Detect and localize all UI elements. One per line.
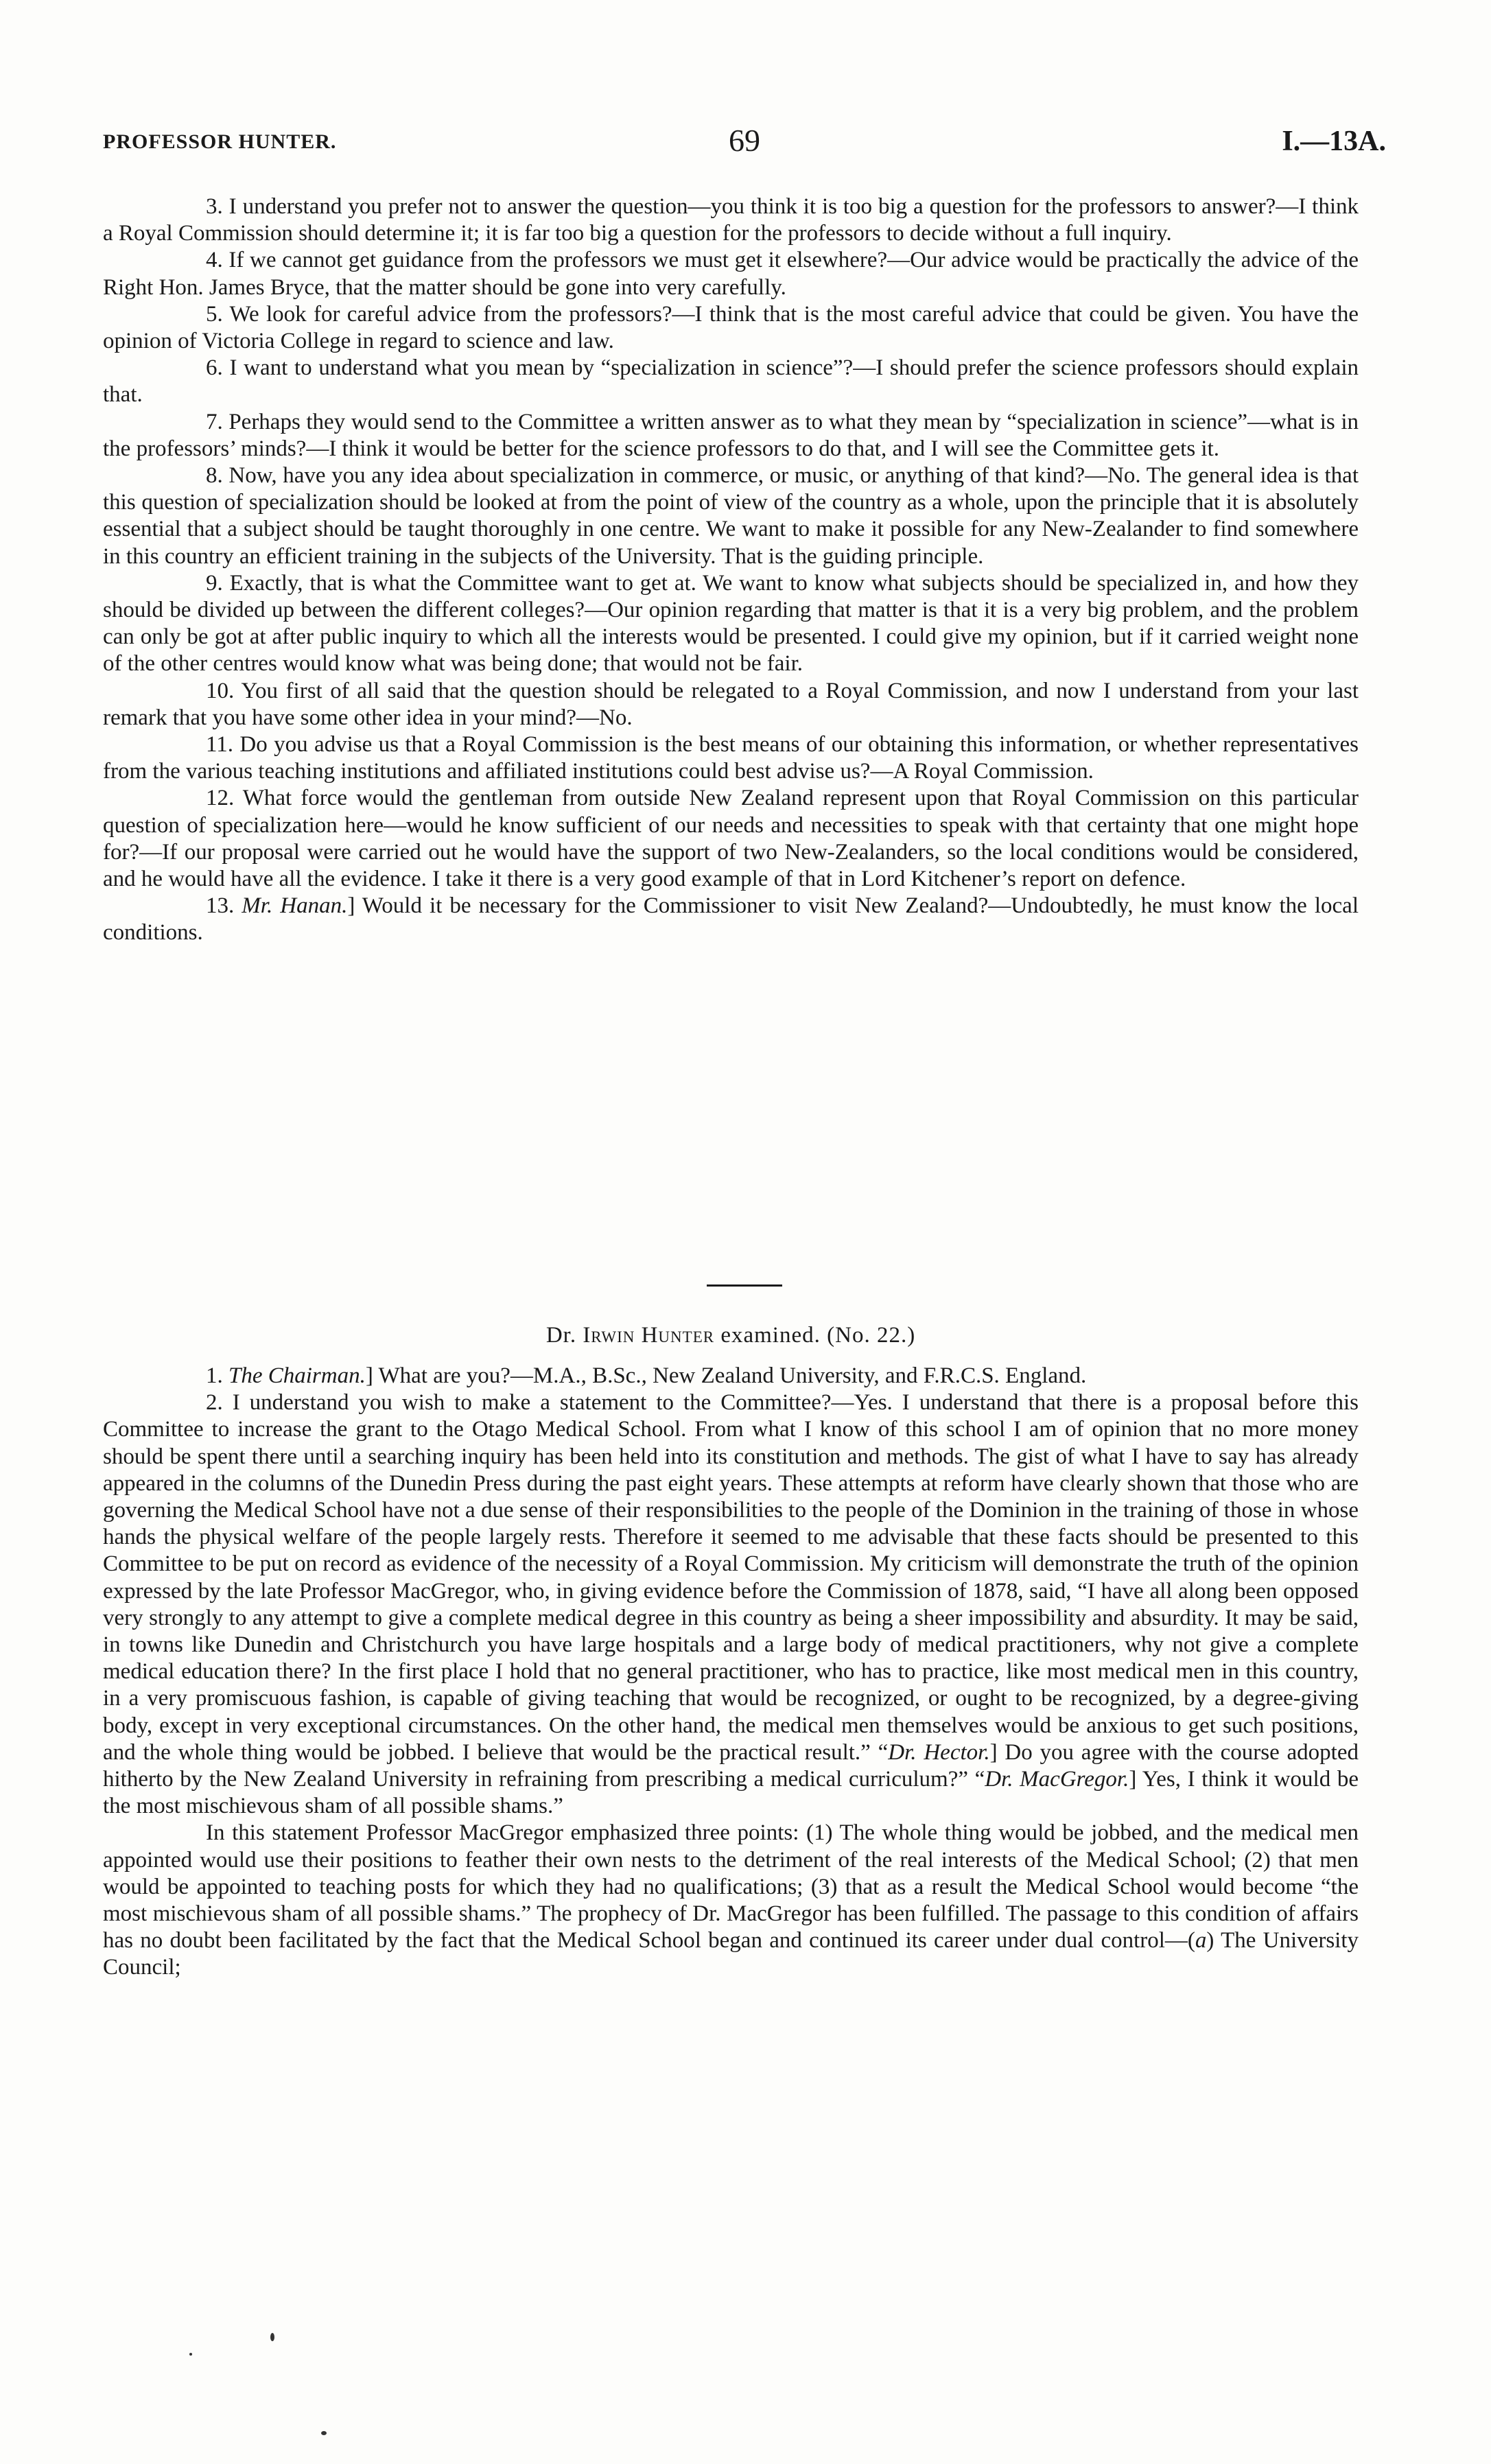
paragraph: 9. Exactly, that is what the Committee want to get at. We want to know what subjects should be specialized in, and how they should be divided up between the different colleges?—Our opinion regarding that matter is that it is a very big problem, and the problem can only be got at after public inquiry to which all the interests would be presented. I could give my opinion, but if it carried weight none of the other centres would know what was being done; that would not be fair.: [103, 570, 1359, 677]
witness-name: Irwin Hunter: [583, 1323, 715, 1348]
stray-ink-mark: [270, 2333, 274, 2341]
paragraph: 5. We look for careful advice from the professors?—I think that is the most careful advice that could be given. You have the opinion of Victoria College in regard to science and law.: [103, 301, 1359, 354]
question-number: 1.: [206, 1363, 228, 1388]
paragraph: 10. You first of all said that the question should be relegated to a Royal Commission, and now I understand from your last remark that you have some other idea in your mind?—No.: [103, 678, 1359, 730]
paragraph: 3. I understand you prefer not to answer the question—you think it is too big a question for the professors to answer?—I think a Royal Commission should determine it; it is far too big a question for the professors to decide without a full inquiry.: [103, 194, 1359, 246]
document-reference: I.—13A.: [1282, 126, 1386, 157]
second-section: [103, 1363, 1359, 1982]
paragraph: 4. If we cannot get guidance from the professors we must get it elsewhere?—Our advice would be practically the advice of the Right Hon. James Bryce, that the matter should be gone into very carefully.: [103, 248, 1359, 300]
running-head: PROFESSOR HUNTER.: [103, 130, 337, 153]
paragraph-text: ] What are you?—M.A., B.Sc., New Zealand University, and F.R.C.S. England.: [365, 1363, 1087, 1388]
stray-ink-mark: [189, 2353, 192, 2356]
section-heading: [103, 1323, 1359, 1348]
paragraph: [103, 1363, 1359, 1389]
first-section: [103, 193, 1359, 947]
paragraph: 6. I want to understand what you mean by “specialization in science”?—I should prefer the science professors should explain that.: [103, 355, 1359, 408]
paragraph-text: ] Would it be necessary for the Commissioner to visit New Zealand?—Undoubtedly, he must know the local conditions.: [103, 893, 1359, 946]
speaker-name: The Chairman.: [228, 1363, 366, 1388]
paragraph-text: ) The University Council;: [103, 1928, 1359, 1980]
paragraph: 12. What force would the gentleman from outside New Zealand represent upon that Royal Commission on this particular question of specialization here—would he know sufficient of our needs and necessities to speak with that certainty that one might hope for?—If our proposal were carried out he would have the support of two New-Zealanders, so the local conditions would be considered, and he would have all the evidence. I take it there is a very good example of that in Lord Kitchener’s report on defence.: [103, 786, 1359, 892]
stray-ink-mark: [321, 2431, 327, 2435]
paragraph-text: ] Yes, I think it would be the most mischievous sham of all possible shams.”: [103, 1767, 1359, 1819]
heading-title-suffix: examined. (No. 22.): [714, 1323, 916, 1348]
paragraph: 8. Now, have you any idea about specialization in commerce, or music, or anything of that kind?—No. The general idea is that this question of specialization should be looked at from the point of view of the country as a whole, upon the principle that it is absolutely essential that a subject should be taught thoroughly in one centre. We want to make it possible for any New-Zealander to find somewhere in this country an efficient training in the subjects of the University. That is the guiding principle.: [103, 463, 1359, 569]
list-marker: a: [1195, 1928, 1207, 1953]
speaker-name: Dr. Hector.: [888, 1739, 990, 1765]
paragraph-text: ] Do you agree with the course adopted hitherto by the New Zealand University in refraining from prescribing a medical curriculum?” “: [103, 1739, 1359, 1792]
section-divider: [707, 1284, 782, 1287]
paragraph: [103, 1389, 1359, 1820]
paragraph: 11. Do you advise us that a Royal Commission is the best means of our obtaining this information, or whether representatives from the various teaching institutions and affiliated institutions could best advise us?—A Royal Commission.: [103, 732, 1359, 784]
speaker-name: Mr. Hanan.: [242, 893, 348, 919]
paragraph: 7. Perhaps they would send to the Committee a written answer as to what they mean by “specialization in science”—what is in the professors’ minds?—I think it would be better for the science professors to do that, and I will see the Committee gets it.: [103, 409, 1359, 461]
page-number: 69: [729, 123, 760, 158]
page-header: [103, 122, 1386, 163]
question-number: 13.: [206, 893, 242, 919]
heading-title-prefix: Dr.: [545, 1323, 583, 1348]
speaker-name: Dr. MacGregor.: [985, 1767, 1129, 1792]
paragraph-text: 2. I understand you wish to make a statement to the Committee?—Yes. I understand that there is a proposal before this Committee to increase the grant to the Otago Medical School. From what I know of this school I am of opinion that no more money should be spent there until a searching inquiry has been held into its constitution and methods. The gist of what I have to say has already appeared in the columns of the Dunedin Press during the past eight years. These attempts at reform have clearly shown that those who are governing the Medical School have not a due sense of their responsibilities to the people of the Dominion in the training of those in whose hands the physical welfare of the people largely rests. Therefore it seemed to me advisable that these facts should be presented to this Committee to be put on record as evidence of the necessity of a Royal Commission. My criticism will demonstrate the truth of the opinion expressed by the late Professor MacGregor, who, in giving evidence before the Commission of 1878, said, “I have all along been opposed very strongly to any attempt to give a complete medical degree in this country as being a sheer impossibility and absurdity. It may be said, in towns like Dunedin and Christchurch you have large hospitals and a large body of medical practitioners, why not give a complete medical education there? In the first place I hold that no general practitioner, who has to practice, like most medical men in this country, in a very promiscuous fashion, is capable of giving teaching that would be recognized, or ought to be recognized, by a degree-giving body, except in very exceptional circumstances. On the other hand, the medical men themselves would be anxious to get such positions, and the whole thing would be jobbed. I believe that would be the practical result.” “: [103, 1390, 1359, 1765]
paragraph: [103, 893, 1359, 946]
paragraph-text: In this statement Professor MacGregor emphasized three points: (1) The whole thing would be jobbed, and the medical men appointed would use their positions to feather their own nests to the detriment of the real interests of the Medical School; (2) that men would be appointed to teaching posts for which they had no qualifications; (3) that as a result the Medical School would become “the most mischievous sham of all possible shams.” The prophecy of Dr. MacGregor has been fulfilled. The passage to this condition of affairs has no doubt been facilitated by the fact that the Medical School began and continued its career under dual control—(: [103, 1820, 1359, 1953]
paragraph: [103, 1820, 1359, 1981]
